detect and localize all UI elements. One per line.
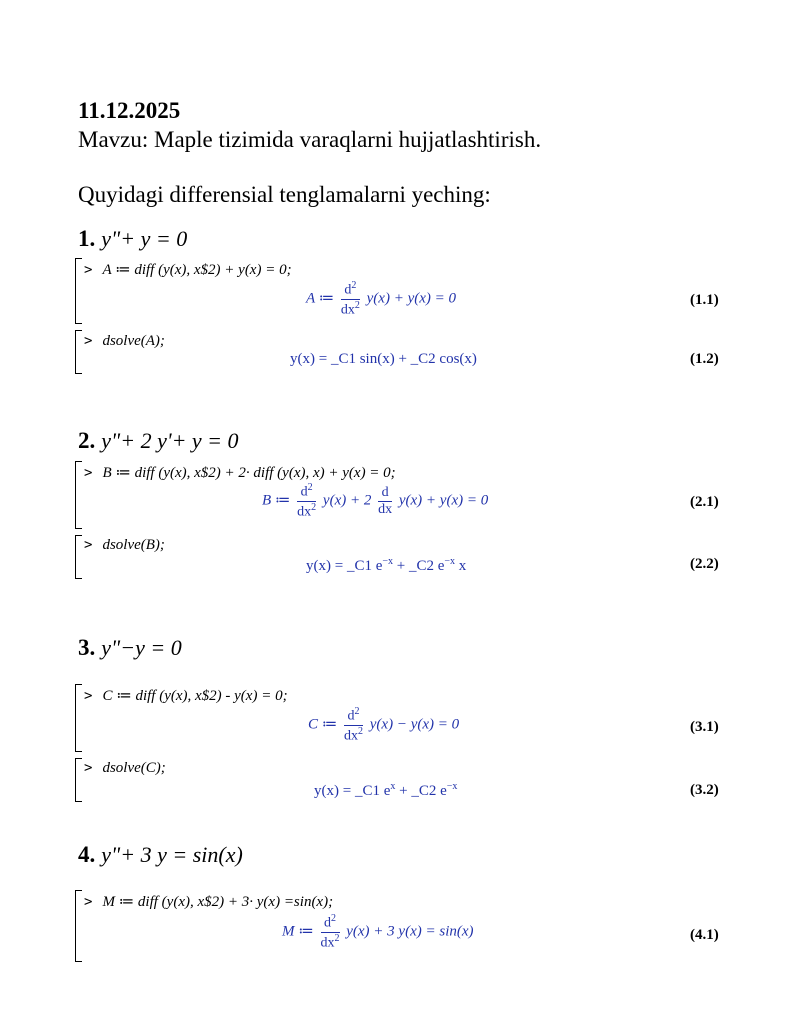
problem-equation: y"−y = 0 [101,635,182,660]
execution-group-bracket[interactable] [75,258,82,324]
maple-input-line[interactable] [84,463,396,482]
problem-2-heading [78,428,239,454]
maple-output: y(x) = _C1 $e^{-x}$ + _C2 $e^{-x}$ x [306,556,467,574]
equation-label: (2.2) [690,556,719,572]
maple-output: B ≔ $\frac{d^2}{dx^2}$ y(x) + 2 $\frac{d}{dx}$ y(x) + y(x) = 0 [262,482,489,520]
equation-label: (4.1) [690,927,719,943]
second-derivative-operator: $\frac{d^2}{dx^2}$ [320,913,340,951]
maple-input-line[interactable] [84,686,288,705]
equation-label: (3.2) [690,782,719,798]
problem-equation: y"+ 2 y'+ y = 0 [101,428,239,453]
problem-number: 4. [78,842,96,867]
maple-output: C ≔ $\frac{d^2}{dx^2}$ y(x) − y(x) = 0 [308,706,460,744]
execution-group-bracket[interactable] [75,890,82,962]
prompt-icon: > [84,688,93,704]
maple-command[interactable]: dsolve(B); [102,537,165,553]
execution-group-bracket[interactable] [75,461,82,529]
maple-command[interactable]: dsolve(C); [102,760,166,776]
maple-input-line[interactable] [84,537,165,554]
problem-equation: y"+ 3 y = sin(x) [101,842,243,867]
maple-command[interactable]: A ≔ diff (y(x), x$2) + y(x) = 0; [102,262,292,278]
first-derivative-operator: $\frac{d}{dx}$ [378,484,393,517]
maple-command[interactable]: B ≔ diff (y(x), x$2) + 2· diff (y(x), x) + y(x) = 0; [102,465,396,481]
second-derivative-operator: $\frac{d^2}{dx^2}$ [297,482,317,520]
maple-command[interactable]: dsolve(A); [102,333,165,349]
prompt-icon: > [84,333,93,349]
equation-label: (3.1) [690,719,719,735]
problem-3-heading [78,635,182,661]
execution-group-bracket[interactable] [75,330,82,374]
prompt-icon: > [84,262,93,278]
problem-equation: y"+ y = 0 [101,226,188,251]
maple-output: M ≔ $\frac{d^2}{dx^2}$ y(x) + 3 y(x) = sin(x) [282,913,474,951]
equation-label: (1.2) [690,351,719,367]
execution-group-bracket[interactable] [75,684,82,752]
maple-input-line[interactable] [84,892,333,911]
second-derivative-operator: $\frac{d^2}{dx^2}$ [344,706,364,744]
maple-output: y(x) = _C1 sin(x) + _C2 cos(x) [290,351,477,367]
document-date: 11.12.2025 [78,98,181,123]
prompt-icon: > [84,760,93,776]
document-topic: Mavzu: Maple tizimida varaqlarni hujjatlashtirish. [78,127,542,152]
problem-4-heading [78,842,243,868]
prompt-icon: > [84,537,93,553]
maple-input-line[interactable] [84,760,166,777]
prompt-icon: > [84,894,93,910]
maple-command[interactable]: M ≔ diff (y(x), x$2) + 3· y(x) =sin(x); [102,894,334,910]
prompt-icon: > [84,465,93,481]
maple-output: y(x) = _C1 $e^x$ + _C2 $e^{-x}$ [314,781,458,799]
execution-group-bracket[interactable] [75,535,82,579]
problem-number: 1. [78,226,96,251]
problem-number: 3. [78,635,96,660]
maple-input-line[interactable] [84,260,292,279]
maple-input-line[interactable] [84,333,165,350]
equation-label: (1.1) [690,292,719,308]
problem-number: 2. [78,428,96,453]
equation-label: (2.1) [690,494,719,510]
maple-command[interactable]: C ≔ diff (y(x), x$2) - y(x) = 0; [102,688,288,704]
execution-group-bracket[interactable] [75,758,82,802]
problem-1-heading [78,226,187,252]
task-statement: Quyidagi differensial tenglamalarni yeching: [78,182,491,207]
second-derivative-operator: $\frac{d^2}{dx^2}$ [340,280,360,318]
maple-output: A ≔ $\frac{d^2}{dx^2}$ y(x) + y(x) = 0 [306,280,456,318]
